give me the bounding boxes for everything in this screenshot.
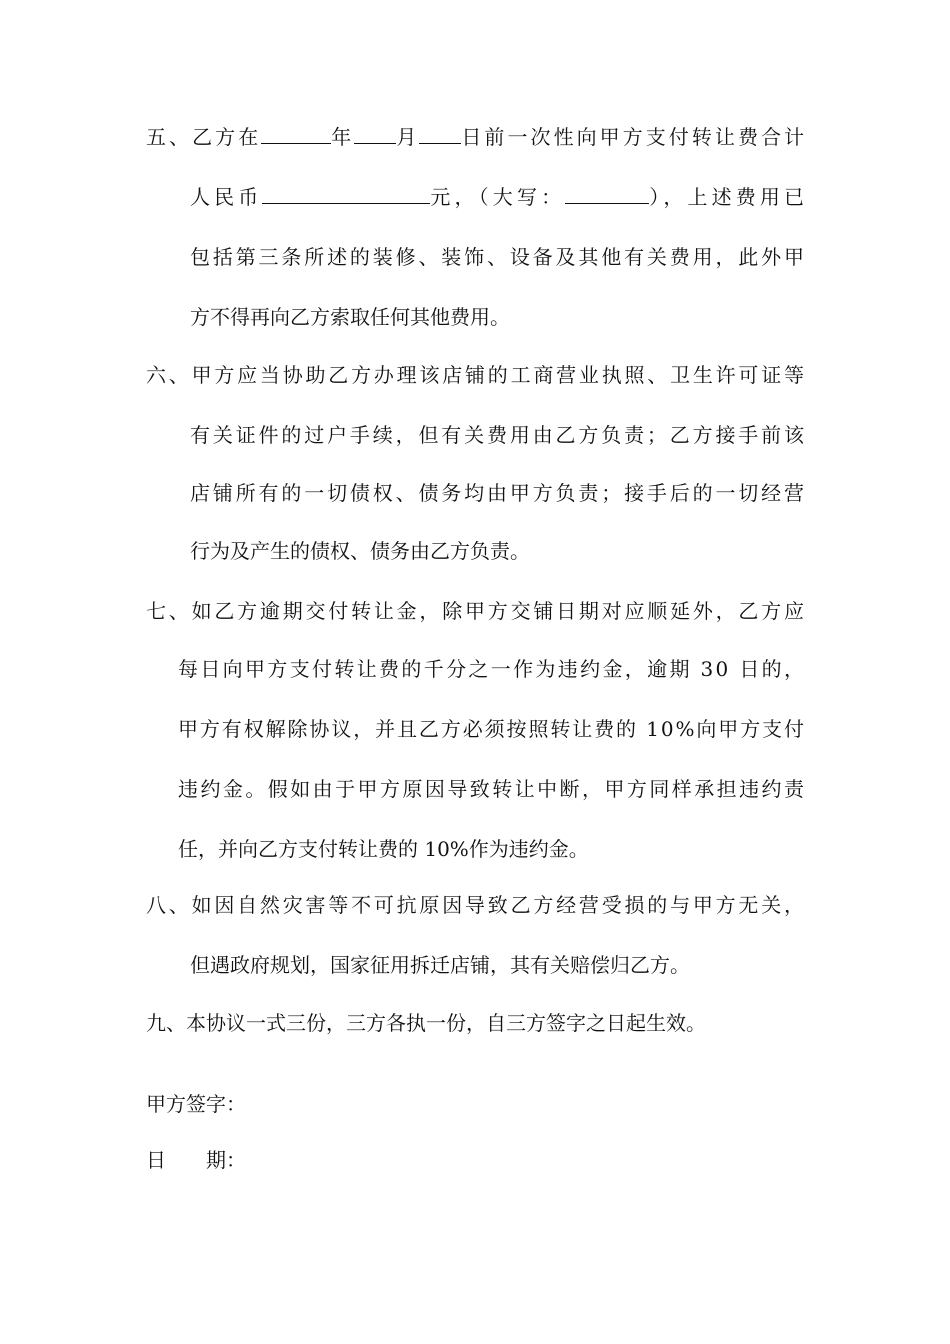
fill-in-blank[interactable]: [261, 125, 331, 144]
clause-text: 月: [396, 125, 420, 149]
clause-8-line: [190, 950, 690, 980]
party-a-signature-label: 甲方签字：: [146, 1092, 246, 1116]
clause-text: ），上述费用已: [649, 185, 809, 209]
clause-6-line: [190, 536, 530, 566]
clause-9-line: [146, 1008, 706, 1038]
clause-text: 方不得再向乙方索取任何其他费用。: [190, 305, 510, 329]
fill-in-blank[interactable]: [262, 185, 430, 204]
clause-text: 年: [331, 125, 355, 149]
clause-text: 元，（大写：: [430, 185, 566, 209]
clause-text: 每日向甲方支付转让费的千分之一作为违约金，逾期 30 日的，: [178, 657, 807, 681]
clause-text: 包括第三条所述的装修、装饰、设备及其他有关费用，此外甲: [190, 245, 807, 269]
clause-text: 有关证件的过户手续，但有关费用由乙方负责；乙方接手前该: [190, 423, 807, 447]
clause-7-line: [146, 596, 807, 626]
clause-text: 七、如乙方逾期交付转让金，除甲方交铺日期对应顺延外，乙方应: [146, 599, 807, 623]
clause-text: 六、甲方应当协助乙方办理该店铺的工商营业执照、卫生许可证等: [146, 363, 807, 387]
clause-8-line: [146, 890, 807, 920]
clause-6-line: [190, 478, 807, 508]
clause-text: 八、如因自然灾害等不可抗原因导致乙方经营受损的与甲方无关，: [146, 893, 807, 917]
clause-text: 店铺所有的一切债权、债务均由甲方负责；接手后的一切经营: [190, 481, 807, 505]
clause-5-line: [190, 302, 510, 332]
clause-6-line: [146, 360, 807, 390]
clause-7-line: [178, 654, 806, 684]
date-label: 日 期：: [146, 1148, 246, 1172]
clause-7-line: [178, 834, 589, 864]
clause-text: 人民币: [190, 185, 263, 209]
clause-5-line: [190, 182, 808, 212]
clause-text: 任，并向乙方支付转让费的 10%作为违约金。: [178, 837, 589, 861]
clause-text: 日前一次性向甲方支付转让费合计: [461, 125, 808, 149]
clause-6-line: [190, 420, 807, 450]
clause-5-line: [190, 242, 807, 272]
clause-text: 九、本协议一式三份，三方各执一份，自三方签字之日起生效。: [146, 1011, 706, 1035]
clause-text: 行为及产生的债权、债务由乙方负责。: [190, 539, 530, 563]
clause-text: 五、乙方在: [146, 125, 262, 149]
fill-in-blank[interactable]: [354, 125, 396, 144]
clause-text: 但遇政府规划，国家征用拆迁店铺，其有关赔偿归乙方。: [190, 953, 690, 977]
clause-7-line: [178, 774, 806, 804]
clause-text: 甲方有权解除协议，并且乙方必须按照转让费的 10%向甲方支付: [178, 717, 806, 741]
clause-7-line: [178, 714, 806, 744]
clause-text: 违约金。假如由于甲方原因导致转让中断，甲方同样承担违约责: [178, 777, 807, 801]
fill-in-blank[interactable]: [419, 125, 461, 144]
fill-in-blank[interactable]: [565, 185, 649, 204]
clause-5-line: [146, 122, 807, 152]
